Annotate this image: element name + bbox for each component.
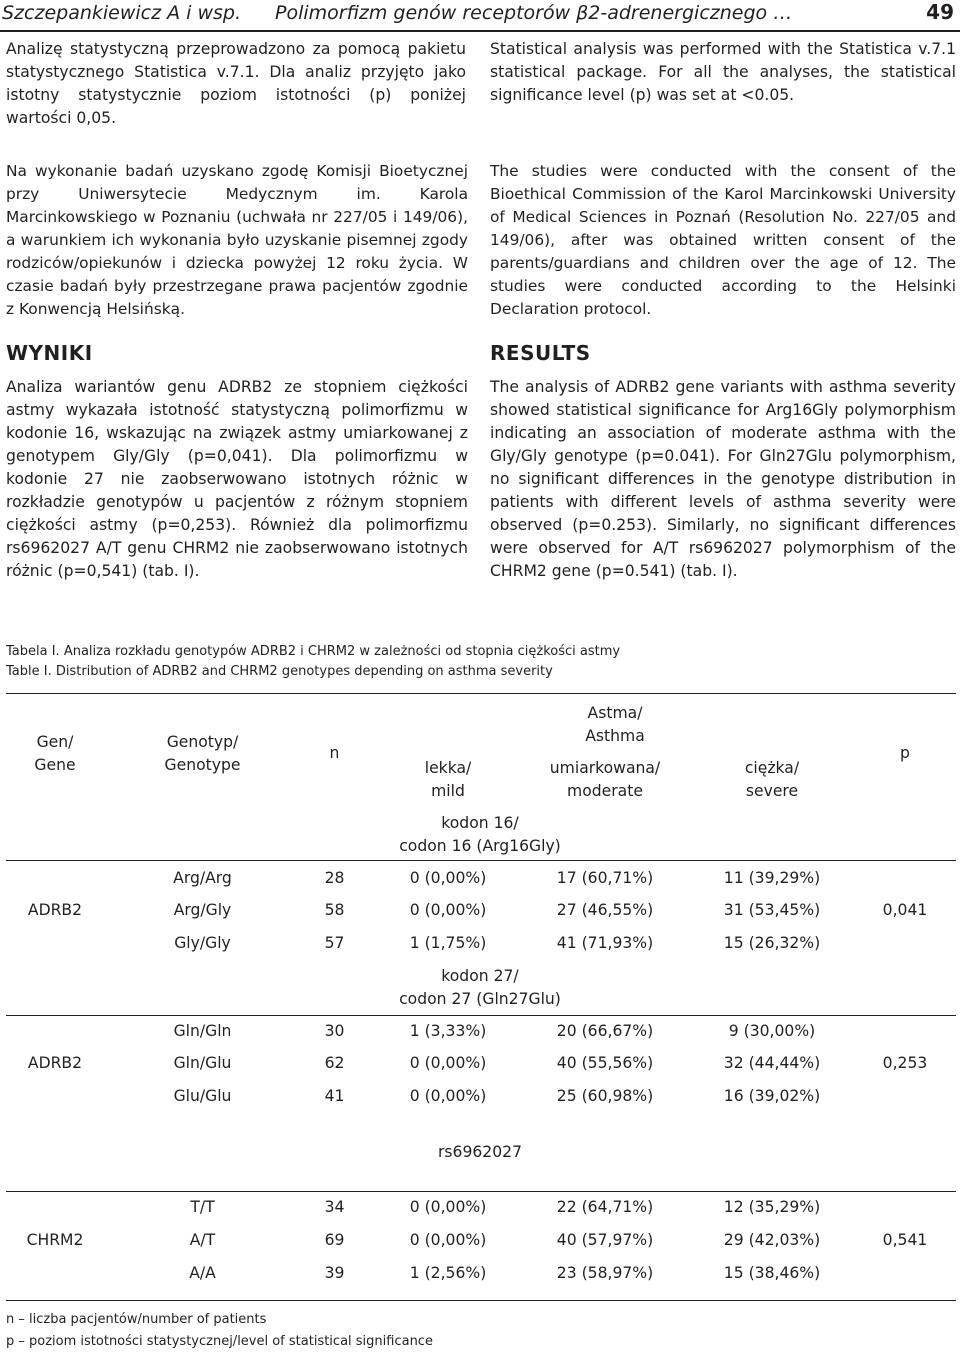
footnote-n: n – liczba pacjentów/number of patients [6,1312,267,1327]
group-label-codon27-en: codon 27 (Gln27Glu) [399,990,561,1008]
header-title: Polimorfizm genów receptorów β2-adrenergicznego … [275,2,793,24]
cell-genotype: Arg/Gly [173,901,232,919]
cell-mild: 1 (1,75%) [409,934,487,952]
cell-genotype: Gln/Glu [173,1054,232,1072]
header-severe-en: severe [745,782,799,800]
cell-mild: 0 (0,00%) [409,1231,487,1249]
header-asthma [540,702,690,748]
cell-n: 57 [324,934,345,952]
cell-mild: 0 (0,00%) [409,869,487,887]
header-n: n [329,744,340,762]
cell-moderate: 20 (66,67%) [556,1022,654,1040]
header-severe-pl: ciężka/ [744,759,800,777]
header-asthma-en: Asthma [585,727,645,745]
cell-moderate: 41 (71,93%) [556,934,654,952]
header-genotype [140,731,265,777]
cell-n: 34 [324,1198,345,1216]
group-label-codon27 [360,965,600,1011]
cell-mild: 0 (0,00%) [409,901,487,919]
left-paragraph-statistics: Analizę statystyczną przeprowadzono za pomocą pakietu statystycznego Statistica v.7.1. Dla analiz przyjęto jako istotny statystycznie poziom istotności (p) poniżej wartości 0,05. [6,40,466,127]
left-paragraph-results: Analiza wariantów genu ADRB2 ze stopniem ciężkości astmy wykazała istotność statystyczną polimorfizmu w kodonie 16, wskazując na związek astmy umiarkowanej z genotypem Gly/Gly (p=0,041). Dla polimorfizmu w kodonie 27 nie zaobserwowano istotnych różnic w rozkładzie genotypów u pacjentów z różnym stopniem ciężkości astmy (p=0,253). Również dla polimorfizmu rs6962027 A/T genu CHRM2 nie zaobserwowano istotnych różnic (p=0,541) (tab. I). [6,378,468,580]
cell-moderate: 17 (60,71%) [556,869,654,887]
right-paragraph-statistics: Statistical analysis was performed with the Statistica v.7.1 statistical package. For all the analyses, the statistical significance level (p) was set at <0.05. [490,40,956,104]
cell-severe: 11 (39,29%) [723,869,821,887]
cell-n: 69 [324,1231,345,1249]
group-label-codon16 [360,812,600,858]
header-moderate-en: moderate [567,782,643,800]
header-gene [10,731,100,777]
cell-n: 30 [324,1022,345,1040]
cell-moderate: 25 (60,98%) [556,1087,654,1105]
cell-n: 28 [324,869,345,887]
cell-genotype: Glu/Glu [173,1087,232,1105]
cell-moderate: 23 (58,97%) [556,1264,654,1282]
cell-mild: 1 (2,56%) [409,1264,487,1282]
right-paragraph-ethics: The studies were conducted with the consent of the Bioethical Commission of the Karol Marcinkowski University of Medical Sciences in Poznań (Resolution No. 227/05 and 149/06), after was obtained written consent of the parents/guardians and children over the age of 12. The studies were conducted according to the Helsinki Declaration protocol. [490,162,956,318]
gene-adrb2-codon16: ADRB2 [27,901,83,919]
left-heading-results: WYNIKI [6,341,93,365]
right-heading-results: RESULTS [490,341,591,365]
cell-genotype: T/T [190,1198,215,1216]
cell-n: 41 [324,1087,345,1105]
cell-moderate: 22 (64,71%) [556,1198,654,1216]
header-gene-pl: Gen/ [36,733,74,751]
cell-n: 39 [324,1264,345,1282]
cell-genotype: A/A [189,1264,216,1282]
cell-genotype: Gln/Gln [173,1022,232,1040]
group-label-codon16-en: codon 16 (Arg16Gly) [399,837,561,855]
cell-severe: 15 (38,46%) [723,1264,821,1282]
cell-severe: 16 (39,02%) [723,1087,821,1105]
table-caption-en: Table I. Distribution of ADRB2 and CHRM2 genotypes depending on asthma severity [6,664,553,679]
page-number: 49 [926,0,954,24]
cell-n: 58 [324,901,345,919]
cell-genotype: A/T [189,1231,216,1249]
header-mild-pl: lekka/ [424,759,472,777]
left-paragraph-ethics: Na wykonanie badań uzyskano zgodę Komisji Bioetycznej przy Uniwersytecie Medycznym im. Karola Marcinkowskiego w Poznaniu (uchwała nr 227/05 i 149/06), a warunkiem ich wykonania było uzyskanie pisemnej zgody rodziców/opiekunów i dziecka powyżej 12 roku życia. W czasie badań były przestrzegane prawa pacjentów zgodnie z Konwencją Helsińską. [6,162,468,318]
group-rule-codon16 [6,860,956,861]
cell-severe: 31 (53,45%) [723,901,821,919]
cell-severe: 15 (26,32%) [723,934,821,952]
cell-n: 62 [324,1054,345,1072]
header-asthma-pl: Astma/ [587,704,643,722]
header-genotype-pl: Genotyp/ [166,733,239,751]
cell-severe: 29 (42,03%) [723,1231,821,1249]
group-rule-rs6962027 [6,1191,956,1192]
header-moderate [525,757,685,803]
cell-mild: 1 (3,33%) [409,1022,487,1040]
header-genotype-en: Genotype [164,756,241,774]
cell-genotype: Arg/Arg [173,869,232,887]
header-mild-en: mild [431,782,465,800]
running-header [0,0,960,30]
cell-mild: 0 (0,00%) [409,1087,487,1105]
header-gene-en: Gene [34,756,76,774]
header-p: p [900,744,910,762]
header-authors: Szczepankiewicz A i wsp. [2,2,242,24]
p-value-rs6962027: 0,541 [882,1231,928,1249]
p-value-codon16: 0,041 [882,901,928,919]
cell-moderate: 27 (46,55%) [556,901,654,919]
cell-severe: 32 (44,44%) [723,1054,821,1072]
cell-severe: 12 (35,29%) [723,1198,821,1216]
header-rule [0,30,960,32]
cell-mild: 0 (0,00%) [409,1054,487,1072]
table-top-rule [6,693,956,694]
cell-moderate: 40 (57,97%) [556,1231,654,1249]
cell-moderate: 40 (55,56%) [556,1054,654,1072]
header-severe [712,757,832,803]
cell-mild: 0 (0,00%) [409,1198,487,1216]
header-moderate-pl: umiarkowana/ [549,759,661,777]
header-mild [393,757,503,803]
group-label-codon27-pl: kodon 27/ [441,967,519,985]
p-value-codon27: 0,253 [882,1054,928,1072]
cell-severe: 9 (30,00%) [728,1022,816,1040]
table-caption-pl: Tabela I. Analiza rozkładu genotypów ADRB2 i CHRM2 w zależności od stopnia ciężkości astmy [6,644,621,659]
group-label-codon16-pl: kodon 16/ [441,814,519,832]
right-paragraph-results: The analysis of ADRB2 gene variants with asthma severity showed statistical significance for Arg16Gly polymorphism indicating an association of moderate asthma with the Gly/Gly genotype (p=0.041). For Gln27Glu polymorphism, no significant differences in the genotype distribution in patients with different levels of asthma severity were observed (p=0.253). Similarly, no significant differences were observed for A/T rs6962027 polymorphism of the CHRM2 gene (p=0.541) (tab. I). [490,378,956,580]
table-bottom-rule [6,1300,956,1301]
gene-chrm2: CHRM2 [26,1231,84,1249]
gene-adrb2-codon27: ADRB2 [27,1054,83,1072]
group-label-rs6962027: rs6962027 [438,1143,522,1161]
footnote-p: p – poziom istotności statystycznej/level of statistical significance [6,1334,433,1349]
cell-genotype: Gly/Gly [174,934,231,952]
group-rule-codon27 [6,1015,956,1016]
